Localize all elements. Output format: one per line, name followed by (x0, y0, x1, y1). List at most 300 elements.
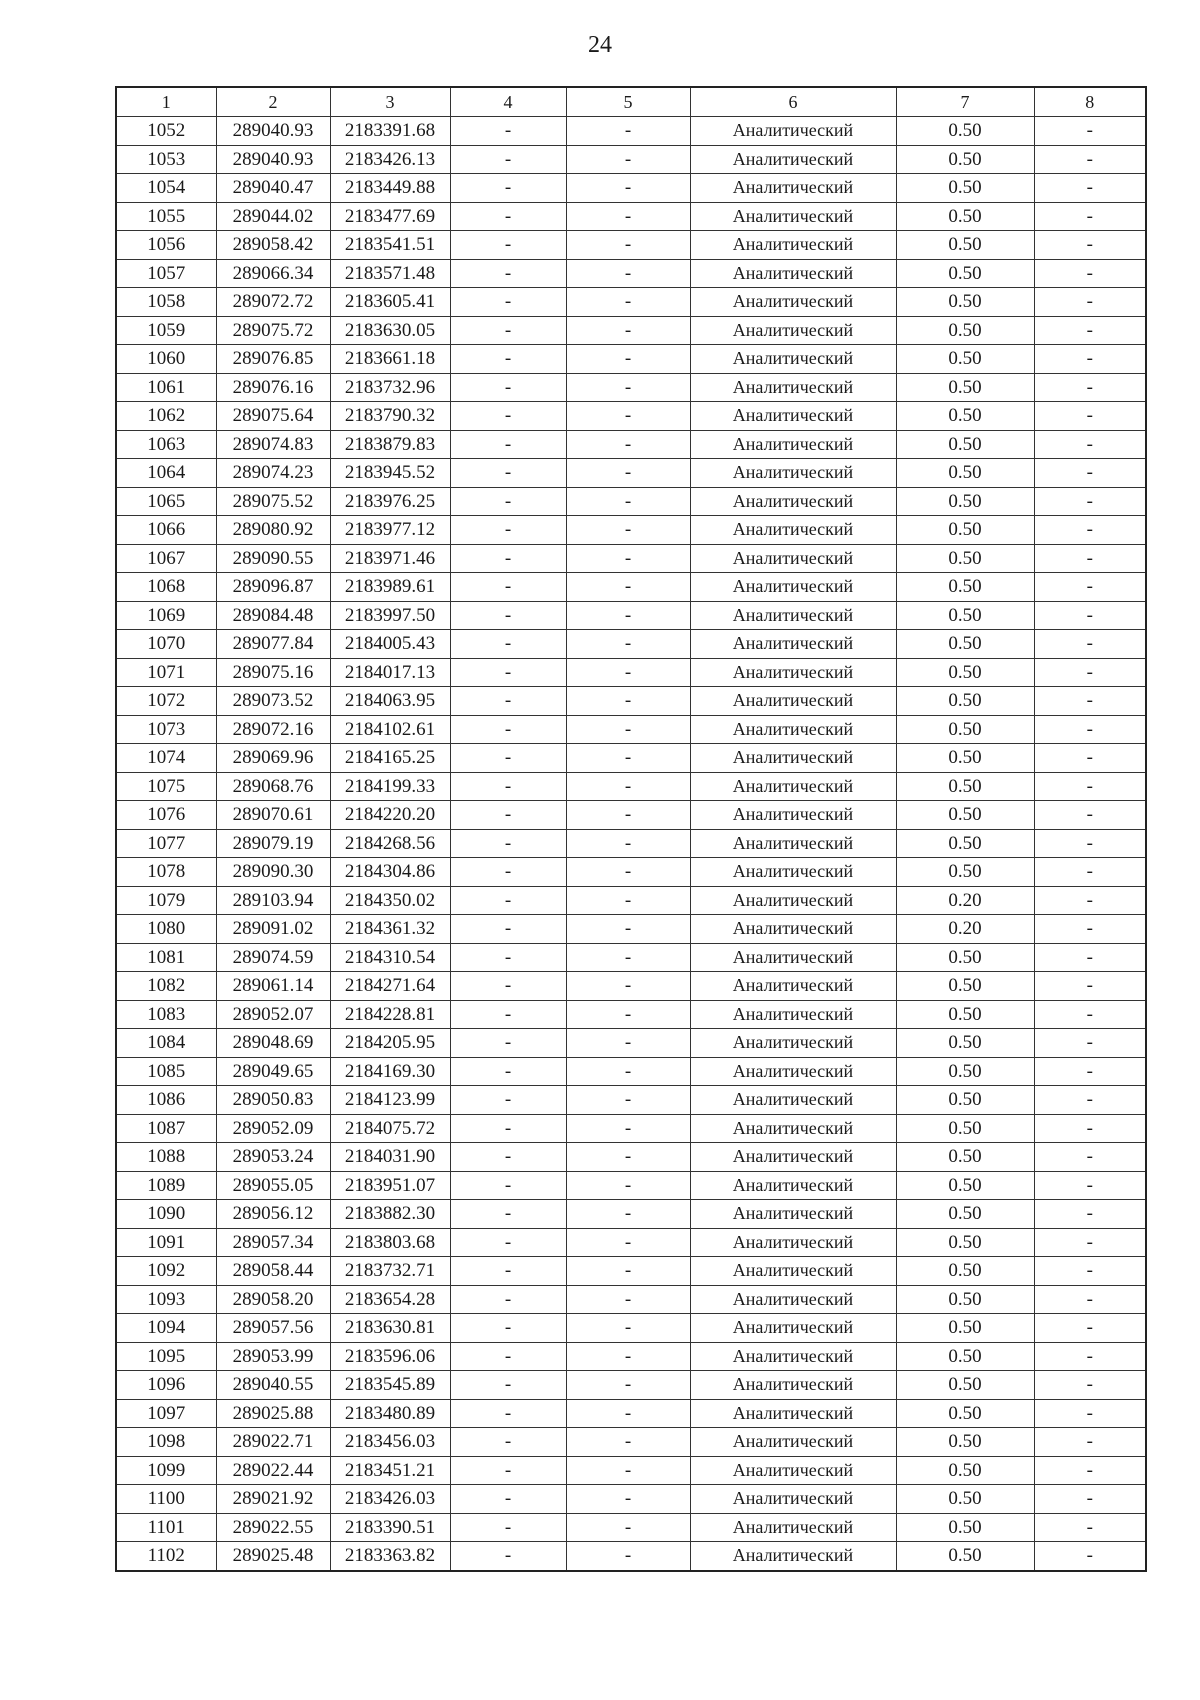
column-4-cell: - (450, 1029, 566, 1058)
table-row (116, 202, 1146, 231)
table-row (116, 1485, 1146, 1514)
method-cell: Аналитический (690, 1200, 896, 1229)
y-coordinate-cell: 2183803.68 (330, 1228, 450, 1257)
column-8-cell: - (1034, 772, 1146, 801)
accuracy-cell: 0.50 (896, 601, 1034, 630)
x-coordinate-cell: 289052.09 (216, 1114, 330, 1143)
y-coordinate-cell: 2184063.95 (330, 687, 450, 716)
point-number-cell: 1096 (116, 1371, 216, 1400)
method-cell: Аналитический (690, 516, 896, 545)
table-row (116, 1342, 1146, 1371)
table-row (116, 715, 1146, 744)
column-5-cell: - (566, 1371, 690, 1400)
y-coordinate-cell: 2184169.30 (330, 1057, 450, 1086)
column-5-cell: - (566, 972, 690, 1001)
column-4-cell: - (450, 1428, 566, 1457)
point-number-cell: 1062 (116, 402, 216, 431)
column-8-cell: - (1034, 202, 1146, 231)
point-number-cell: 1066 (116, 516, 216, 545)
point-number-cell: 1065 (116, 487, 216, 516)
accuracy-cell: 0.50 (896, 1542, 1034, 1571)
method-cell: Аналитический (690, 658, 896, 687)
accuracy-cell: 0.50 (896, 744, 1034, 773)
accuracy-cell: 0.50 (896, 1257, 1034, 1286)
y-coordinate-cell: 2183456.03 (330, 1428, 450, 1457)
column-8-cell: - (1034, 829, 1146, 858)
y-coordinate-cell: 2183630.05 (330, 316, 450, 345)
method-cell: Аналитический (690, 1314, 896, 1343)
accuracy-cell: 0.50 (896, 145, 1034, 174)
column-4-cell: - (450, 1456, 566, 1485)
y-coordinate-cell: 2184017.13 (330, 658, 450, 687)
column-8-cell: - (1034, 715, 1146, 744)
method-cell: Аналитический (690, 1285, 896, 1314)
column-8-cell: - (1034, 744, 1146, 773)
column-8-cell: - (1034, 544, 1146, 573)
column-4-cell: - (450, 1342, 566, 1371)
accuracy-cell: 0.50 (896, 1399, 1034, 1428)
column-4-cell: - (450, 1200, 566, 1229)
column-5-cell: - (566, 915, 690, 944)
point-number-cell: 1090 (116, 1200, 216, 1229)
column-8-cell: - (1034, 658, 1146, 687)
table-header (116, 87, 1146, 117)
x-coordinate-cell: 289076.16 (216, 373, 330, 402)
column-4-cell: - (450, 1485, 566, 1514)
column-8-cell: - (1034, 915, 1146, 944)
x-coordinate-cell: 289058.20 (216, 1285, 330, 1314)
accuracy-cell: 0.50 (896, 658, 1034, 687)
y-coordinate-cell: 2184228.81 (330, 1000, 450, 1029)
y-coordinate-cell: 2183477.69 (330, 202, 450, 231)
method-cell: Аналитический (690, 858, 896, 887)
column-header-1: 1 (116, 87, 216, 117)
method-cell: Аналитический (690, 1257, 896, 1286)
x-coordinate-cell: 289070.61 (216, 801, 330, 830)
method-cell: Аналитический (690, 316, 896, 345)
column-5-cell: - (566, 316, 690, 345)
column-5-cell: - (566, 1114, 690, 1143)
column-8-cell: - (1034, 886, 1146, 915)
table-row (116, 345, 1146, 374)
accuracy-cell: 0.50 (896, 373, 1034, 402)
x-coordinate-cell: 289050.83 (216, 1086, 330, 1115)
method-cell: Аналитический (690, 972, 896, 1001)
column-8-cell: - (1034, 373, 1146, 402)
column-5-cell: - (566, 1171, 690, 1200)
accuracy-cell: 0.50 (896, 1114, 1034, 1143)
column-4-cell: - (450, 972, 566, 1001)
x-coordinate-cell: 289069.96 (216, 744, 330, 773)
column-4-cell: - (450, 544, 566, 573)
column-5-cell: - (566, 1029, 690, 1058)
point-number-cell: 1074 (116, 744, 216, 773)
x-coordinate-cell: 289056.12 (216, 1200, 330, 1229)
method-cell: Аналитический (690, 772, 896, 801)
column-8-cell: - (1034, 516, 1146, 545)
method-cell: Аналитический (690, 259, 896, 288)
accuracy-cell: 0.50 (896, 1029, 1034, 1058)
accuracy-cell: 0.50 (896, 1371, 1034, 1400)
column-4-cell: - (450, 1257, 566, 1286)
column-4-cell: - (450, 174, 566, 203)
column-5-cell: - (566, 1228, 690, 1257)
column-5-cell: - (566, 858, 690, 887)
column-header-5: 5 (566, 87, 690, 117)
column-8-cell: - (1034, 231, 1146, 260)
y-coordinate-cell: 2184165.25 (330, 744, 450, 773)
accuracy-cell: 0.50 (896, 487, 1034, 516)
accuracy-cell: 0.50 (896, 1228, 1034, 1257)
y-coordinate-cell: 2183605.41 (330, 288, 450, 317)
x-coordinate-cell: 289052.07 (216, 1000, 330, 1029)
table-row (116, 1314, 1146, 1343)
column-8-cell: - (1034, 117, 1146, 146)
point-number-cell: 1064 (116, 459, 216, 488)
table-row (116, 288, 1146, 317)
point-number-cell: 1059 (116, 316, 216, 345)
column-5-cell: - (566, 601, 690, 630)
column-8-cell: - (1034, 858, 1146, 887)
column-5-cell: - (566, 288, 690, 317)
column-5-cell: - (566, 1000, 690, 1029)
table-row (116, 1143, 1146, 1172)
x-coordinate-cell: 289040.47 (216, 174, 330, 203)
y-coordinate-cell: 2184005.43 (330, 630, 450, 659)
column-5-cell: - (566, 1342, 690, 1371)
point-number-cell: 1083 (116, 1000, 216, 1029)
accuracy-cell: 0.50 (896, 829, 1034, 858)
column-5-cell: - (566, 687, 690, 716)
table-row (116, 487, 1146, 516)
y-coordinate-cell: 2183654.28 (330, 1285, 450, 1314)
column-5-cell: - (566, 1314, 690, 1343)
column-5-cell: - (566, 772, 690, 801)
y-coordinate-cell: 2183391.68 (330, 117, 450, 146)
x-coordinate-cell: 289021.92 (216, 1485, 330, 1514)
point-number-cell: 1057 (116, 259, 216, 288)
point-number-cell: 1075 (116, 772, 216, 801)
column-4-cell: - (450, 1285, 566, 1314)
method-cell: Аналитический (690, 202, 896, 231)
point-number-cell: 1102 (116, 1542, 216, 1571)
method-cell: Аналитический (690, 1057, 896, 1086)
point-number-cell: 1054 (116, 174, 216, 203)
table-row (116, 915, 1146, 944)
column-4-cell: - (450, 487, 566, 516)
table-row (116, 544, 1146, 573)
y-coordinate-cell: 2183879.83 (330, 430, 450, 459)
table-row (116, 373, 1146, 402)
point-number-cell: 1094 (116, 1314, 216, 1343)
y-coordinate-cell: 2183989.61 (330, 573, 450, 602)
x-coordinate-cell: 289048.69 (216, 1029, 330, 1058)
column-5-cell: - (566, 1485, 690, 1514)
column-8-cell: - (1034, 573, 1146, 602)
table-row (116, 316, 1146, 345)
accuracy-cell: 0.50 (896, 1456, 1034, 1485)
x-coordinate-cell: 289076.85 (216, 345, 330, 374)
column-8-cell: - (1034, 459, 1146, 488)
y-coordinate-cell: 2184102.61 (330, 715, 450, 744)
method-cell: Аналитический (690, 687, 896, 716)
column-4-cell: - (450, 345, 566, 374)
y-coordinate-cell: 2184310.54 (330, 943, 450, 972)
table-row (116, 145, 1146, 174)
column-5-cell: - (566, 1285, 690, 1314)
x-coordinate-cell: 289074.23 (216, 459, 330, 488)
column-5-cell: - (566, 459, 690, 488)
method-cell: Аналитический (690, 886, 896, 915)
column-4-cell: - (450, 1000, 566, 1029)
x-coordinate-cell: 289084.48 (216, 601, 330, 630)
y-coordinate-cell: 2184031.90 (330, 1143, 450, 1172)
column-4-cell: - (450, 1399, 566, 1428)
x-coordinate-cell: 289080.92 (216, 516, 330, 545)
column-4-cell: - (450, 516, 566, 545)
point-number-cell: 1080 (116, 915, 216, 944)
accuracy-cell: 0.50 (896, 1314, 1034, 1343)
column-5-cell: - (566, 487, 690, 516)
point-number-cell: 1070 (116, 630, 216, 659)
column-8-cell: - (1034, 1542, 1146, 1571)
y-coordinate-cell: 2183451.21 (330, 1456, 450, 1485)
table-row (116, 430, 1146, 459)
y-coordinate-cell: 2183426.03 (330, 1485, 450, 1514)
y-coordinate-cell: 2183997.50 (330, 601, 450, 630)
column-5-cell: - (566, 1399, 690, 1428)
column-4-cell: - (450, 858, 566, 887)
table-row (116, 1285, 1146, 1314)
column-8-cell: - (1034, 1513, 1146, 1542)
point-number-cell: 1085 (116, 1057, 216, 1086)
accuracy-cell: 0.50 (896, 1342, 1034, 1371)
y-coordinate-cell: 2183661.18 (330, 345, 450, 374)
column-header-8: 8 (1034, 87, 1146, 117)
point-number-cell: 1069 (116, 601, 216, 630)
y-coordinate-cell: 2184220.20 (330, 801, 450, 830)
accuracy-cell: 0.50 (896, 430, 1034, 459)
column-4-cell: - (450, 715, 566, 744)
y-coordinate-cell: 2184205.95 (330, 1029, 450, 1058)
table-row (116, 601, 1146, 630)
point-number-cell: 1081 (116, 943, 216, 972)
method-cell: Аналитический (690, 801, 896, 830)
column-5-cell: - (566, 1057, 690, 1086)
column-5-cell: - (566, 544, 690, 573)
method-cell: Аналитический (690, 145, 896, 174)
column-8-cell: - (1034, 288, 1146, 317)
y-coordinate-cell: 2183882.30 (330, 1200, 450, 1229)
column-5-cell: - (566, 516, 690, 545)
accuracy-cell: 0.50 (896, 402, 1034, 431)
point-number-cell: 1091 (116, 1228, 216, 1257)
column-8-cell: - (1034, 145, 1146, 174)
x-coordinate-cell: 289057.56 (216, 1314, 330, 1343)
accuracy-cell: 0.50 (896, 715, 1034, 744)
column-5-cell: - (566, 1513, 690, 1542)
column-4-cell: - (450, 943, 566, 972)
y-coordinate-cell: 2184199.33 (330, 772, 450, 801)
point-number-cell: 1082 (116, 972, 216, 1001)
y-coordinate-cell: 2184271.64 (330, 972, 450, 1001)
accuracy-cell: 0.50 (896, 544, 1034, 573)
column-8-cell: - (1034, 430, 1146, 459)
table-row (116, 858, 1146, 887)
y-coordinate-cell: 2183596.06 (330, 1342, 450, 1371)
table-row (116, 1542, 1146, 1571)
x-coordinate-cell: 289079.19 (216, 829, 330, 858)
method-cell: Аналитический (690, 1371, 896, 1400)
table-row (116, 174, 1146, 203)
column-8-cell: - (1034, 1428, 1146, 1457)
point-number-cell: 1072 (116, 687, 216, 716)
point-number-cell: 1087 (116, 1114, 216, 1143)
accuracy-cell: 0.50 (896, 573, 1034, 602)
column-8-cell: - (1034, 1000, 1146, 1029)
column-4-cell: - (450, 145, 566, 174)
column-5-cell: - (566, 231, 690, 260)
y-coordinate-cell: 2184123.99 (330, 1086, 450, 1115)
point-number-cell: 1088 (116, 1143, 216, 1172)
table-row (116, 801, 1146, 830)
column-8-cell: - (1034, 1456, 1146, 1485)
y-coordinate-cell: 2183790.32 (330, 402, 450, 431)
column-5-cell: - (566, 1143, 690, 1172)
column-5-cell: - (566, 430, 690, 459)
point-number-cell: 1058 (116, 288, 216, 317)
table-row (116, 1200, 1146, 1229)
point-number-cell: 1077 (116, 829, 216, 858)
column-8-cell: - (1034, 1086, 1146, 1115)
column-8-cell: - (1034, 174, 1146, 203)
point-number-cell: 1053 (116, 145, 216, 174)
y-coordinate-cell: 2184304.86 (330, 858, 450, 887)
accuracy-cell: 0.50 (896, 202, 1034, 231)
column-header-2: 2 (216, 87, 330, 117)
table-row (116, 1228, 1146, 1257)
column-4-cell: - (450, 1228, 566, 1257)
method-cell: Аналитический (690, 345, 896, 374)
column-4-cell: - (450, 1371, 566, 1400)
point-number-cell: 1101 (116, 1513, 216, 1542)
point-number-cell: 1089 (116, 1171, 216, 1200)
column-header-7: 7 (896, 87, 1034, 117)
method-cell: Аналитический (690, 715, 896, 744)
column-4-cell: - (450, 801, 566, 830)
column-5-cell: - (566, 1200, 690, 1229)
method-cell: Аналитический (690, 174, 896, 203)
column-8-cell: - (1034, 1029, 1146, 1058)
point-number-cell: 1084 (116, 1029, 216, 1058)
y-coordinate-cell: 2184268.56 (330, 829, 450, 858)
y-coordinate-cell: 2183571.48 (330, 259, 450, 288)
x-coordinate-cell: 289055.05 (216, 1171, 330, 1200)
x-coordinate-cell: 289068.76 (216, 772, 330, 801)
column-4-cell: - (450, 430, 566, 459)
column-4-cell: - (450, 829, 566, 858)
column-8-cell: - (1034, 1114, 1146, 1143)
column-5-cell: - (566, 1257, 690, 1286)
table-row (116, 1114, 1146, 1143)
column-8-cell: - (1034, 801, 1146, 830)
x-coordinate-cell: 289072.16 (216, 715, 330, 744)
table-row (116, 516, 1146, 545)
table-row (116, 117, 1146, 146)
accuracy-cell: 0.50 (896, 516, 1034, 545)
y-coordinate-cell: 2184075.72 (330, 1114, 450, 1143)
table-row (116, 231, 1146, 260)
column-4-cell: - (450, 459, 566, 488)
point-number-cell: 1093 (116, 1285, 216, 1314)
column-8-cell: - (1034, 259, 1146, 288)
point-number-cell: 1097 (116, 1399, 216, 1428)
x-coordinate-cell: 289077.84 (216, 630, 330, 659)
column-5-cell: - (566, 373, 690, 402)
coordinates-table (115, 86, 1147, 1572)
x-coordinate-cell: 289053.99 (216, 1342, 330, 1371)
accuracy-cell: 0.50 (896, 459, 1034, 488)
accuracy-cell: 0.50 (896, 174, 1034, 203)
x-coordinate-cell: 289040.93 (216, 145, 330, 174)
x-coordinate-cell: 289091.02 (216, 915, 330, 944)
x-coordinate-cell: 289022.71 (216, 1428, 330, 1457)
method-cell: Аналитический (690, 373, 896, 402)
x-coordinate-cell: 289072.72 (216, 288, 330, 317)
y-coordinate-cell: 2183732.96 (330, 373, 450, 402)
method-cell: Аналитический (690, 288, 896, 317)
table-row (116, 772, 1146, 801)
x-coordinate-cell: 289074.83 (216, 430, 330, 459)
column-8-cell: - (1034, 487, 1146, 516)
column-4-cell: - (450, 1057, 566, 1086)
y-coordinate-cell: 2183449.88 (330, 174, 450, 203)
y-coordinate-cell: 2183976.25 (330, 487, 450, 516)
x-coordinate-cell: 289103.94 (216, 886, 330, 915)
table-row (116, 1513, 1146, 1542)
y-coordinate-cell: 2183951.07 (330, 1171, 450, 1200)
table-row (116, 1086, 1146, 1115)
point-number-cell: 1060 (116, 345, 216, 374)
column-8-cell: - (1034, 345, 1146, 374)
point-number-cell: 1079 (116, 886, 216, 915)
column-8-cell: - (1034, 402, 1146, 431)
method-cell: Аналитический (690, 544, 896, 573)
column-8-cell: - (1034, 1171, 1146, 1200)
accuracy-cell: 0.50 (896, 345, 1034, 374)
column-8-cell: - (1034, 1285, 1146, 1314)
accuracy-cell: 0.50 (896, 259, 1034, 288)
method-cell: Аналитический (690, 117, 896, 146)
page-number: 24 (588, 32, 612, 58)
point-number-cell: 1052 (116, 117, 216, 146)
method-cell: Аналитический (690, 1086, 896, 1115)
column-4-cell: - (450, 1542, 566, 1571)
point-number-cell: 1071 (116, 658, 216, 687)
column-8-cell: - (1034, 943, 1146, 972)
column-8-cell: - (1034, 687, 1146, 716)
column-4-cell: - (450, 316, 566, 345)
column-8-cell: - (1034, 1485, 1146, 1514)
table-row (116, 1029, 1146, 1058)
column-header-6: 6 (690, 87, 896, 117)
column-8-cell: - (1034, 601, 1146, 630)
column-4-cell: - (450, 231, 566, 260)
point-number-cell: 1078 (116, 858, 216, 887)
table-row (116, 972, 1146, 1001)
table-row (116, 573, 1146, 602)
method-cell: Аналитический (690, 915, 896, 944)
